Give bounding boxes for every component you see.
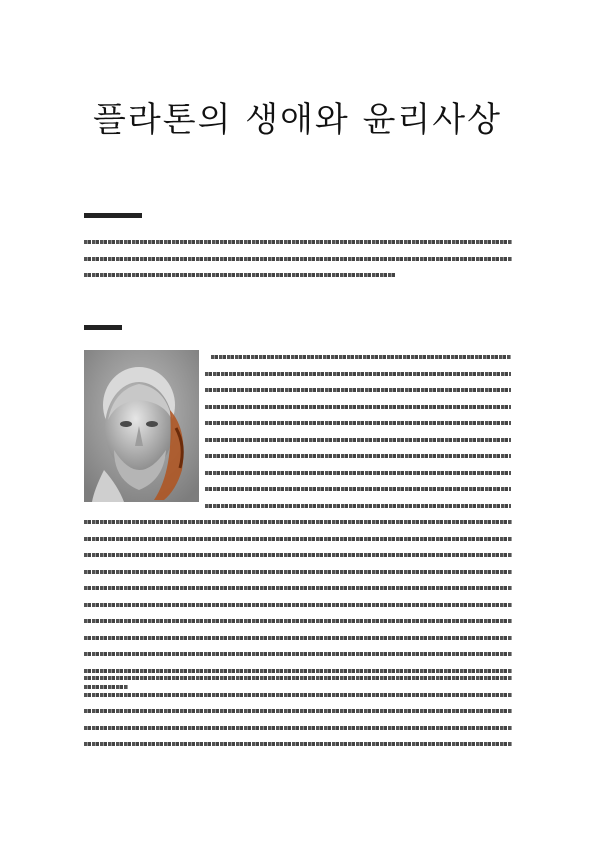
section-heading-intro bbox=[84, 211, 144, 219]
document-title: 플라톤의 생애와 윤리사상 bbox=[93, 100, 502, 140]
intro-paragraph bbox=[84, 240, 512, 290]
next-paragraph bbox=[84, 676, 512, 759]
life-paragraph-beside-portrait bbox=[205, 355, 511, 520]
section-heading-life bbox=[84, 323, 124, 331]
plato-portrait bbox=[84, 350, 199, 502]
plato-bust-image bbox=[84, 350, 199, 502]
life-paragraph-continued bbox=[84, 520, 512, 702]
